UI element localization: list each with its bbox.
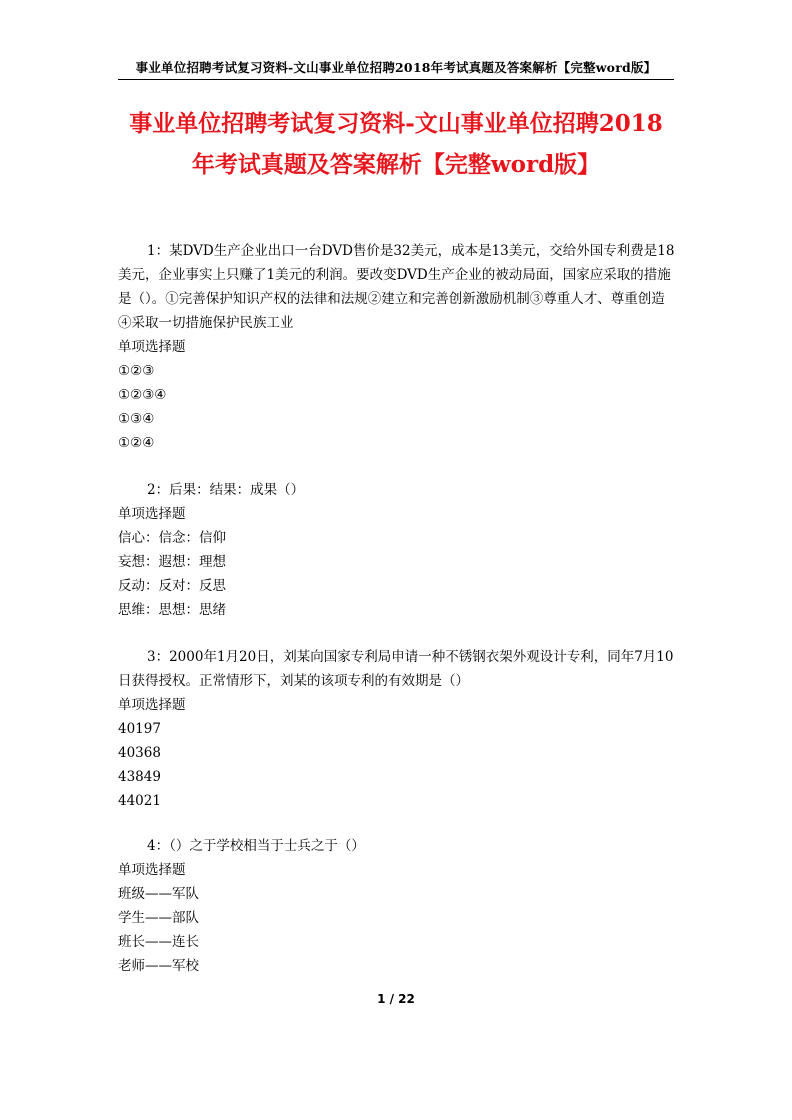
question-stem: 1：某DVD生产企业出口一台DVD售价是32美元，成本是13美元，交给外国专利费是18美元，企业事实上只赚了1美元的利润。要改变DVD生产企业的被动局面，国家应采取的措施是（）。①完善保护知识产权的法律和法规②建立和完善创新激励机制③尊重人才、尊重创造④采取一切措施保护民族工业 [118, 243, 675, 331]
running-header: 事业单位招聘考试复习资料-文山事业单位招聘2018年考试真题及答案解析【完整word版】 [135, 60, 657, 75]
option-b: ①②③④ [118, 387, 167, 403]
option-a: ①②③ [118, 363, 155, 379]
question-stem: 2：后果：结果：成果（） [147, 482, 305, 498]
question-type: 单项选择题 [118, 506, 186, 522]
option-c: 班长——连长 [118, 934, 199, 950]
option-a: 信心：信念：信仰 [118, 530, 226, 546]
question-1 [118, 239, 678, 455]
option-c: 反动：反对：反思 [118, 578, 226, 594]
header-divider [118, 79, 674, 80]
question-4 [118, 834, 678, 978]
option-b: 40368 [118, 745, 161, 761]
document-title [110, 103, 682, 185]
option-c: 43849 [118, 769, 161, 785]
option-b: 妄想：遐想：理想 [118, 554, 226, 570]
document-title-line-1: 事业单位招聘考试复习资料-文山事业单位招聘2018 [129, 110, 663, 137]
question-stem: 3：2000年1月20日，刘某向国家专利局申请一种不锈钢衣架外观设计专利，同年7月10日获得授权。正常情形下，刘某的该项专利的有效期是（） [118, 649, 674, 689]
question-2 [118, 478, 678, 622]
option-c: ①③④ [118, 411, 155, 427]
option-d: 老师——军校 [118, 958, 199, 974]
option-a: 班级——军队 [118, 886, 199, 902]
page-number: 1 / 22 [377, 992, 415, 1006]
question-type: 单项选择题 [118, 697, 186, 713]
option-a: 40197 [118, 721, 161, 737]
option-d: ①②④ [118, 435, 155, 451]
option-d: 44021 [118, 793, 161, 809]
question-stem: 4：（）之于学校相当于士兵之于（） [147, 838, 365, 854]
question-type: 单项选择题 [118, 339, 186, 355]
question-3 [118, 645, 678, 813]
option-b: 学生——部队 [118, 910, 199, 926]
document-title-line-2: 年考试真题及答案解析【完整word版】 [191, 151, 601, 178]
option-d: 思维：思想：思绪 [118, 602, 226, 618]
question-type: 单项选择题 [118, 862, 186, 878]
